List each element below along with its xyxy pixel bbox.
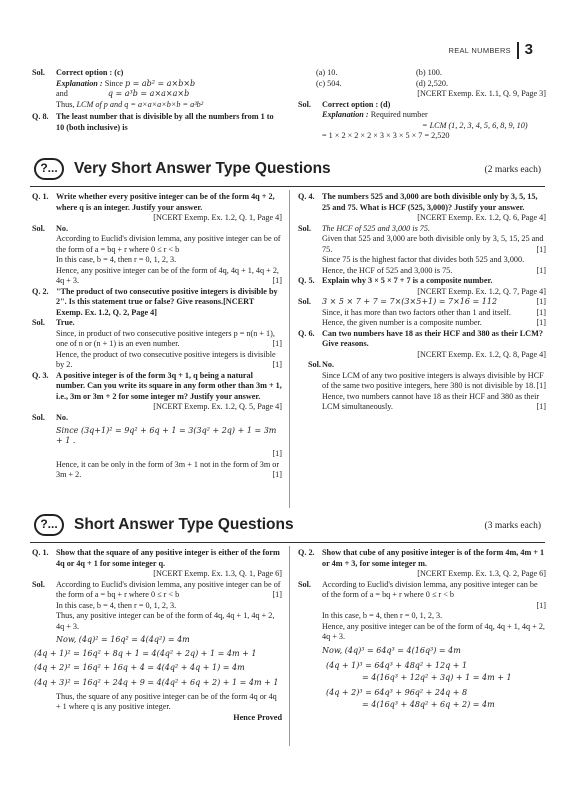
section-marks: (2 marks each) xyxy=(484,165,541,175)
sa-question-1 xyxy=(32,548,282,580)
sa-solution-2 xyxy=(298,580,546,711)
expl-lcm: LCM of p and q = a×a×a×b×b = a³b² xyxy=(76,99,204,109)
mark-badge: [1] xyxy=(272,590,282,599)
q2-label: Q. 2. xyxy=(298,548,315,557)
question-bubble-icon: ?... xyxy=(34,158,64,180)
explanation-label: Explanation : xyxy=(56,78,103,88)
sol-label: Sol. xyxy=(32,68,45,77)
sa-question-2 xyxy=(298,548,546,580)
sol-equation: = 4(16q³ + 12q² + 3q) + 1 = 4m + 1 xyxy=(362,672,512,682)
expl-text: Required number xyxy=(370,110,428,119)
q1-reference: [NCERT Exemp. Ex. 1.3, Q. 1, Page 6] xyxy=(153,569,282,578)
sol-text: Since 75 is the highest factor that divides both 525 and 3,000. xyxy=(322,255,525,264)
q5-label: Q. 5. xyxy=(298,276,315,285)
expl-thus: Thus, xyxy=(56,99,75,109)
q1-label: Q. 1. xyxy=(32,548,49,557)
page-header xyxy=(0,38,577,60)
mark-badge: [1] xyxy=(536,244,546,254)
sol-equation: 3 × 5 × 7 + 7 = 7×(3×5+1) = 7×16 = 112 xyxy=(322,297,498,306)
vs-question-5 xyxy=(298,276,546,297)
sol-answer: Correct option : (c) xyxy=(56,68,124,77)
vs-question-4 xyxy=(298,192,546,224)
q8-reference: [NCERT Exemp. Ex. 1.1, Q. 9, Page 3] xyxy=(417,89,546,98)
q3-label: Q. 3. xyxy=(32,370,49,380)
sol-equation: (4q + 3)² = 16q² + 24q + 9 = 4(4q² + 6q + 2) + 1 = 4m + 1 xyxy=(34,677,279,687)
sol-text: According to Euclid's division lemma, any positive integer can be of the form of a = bq + r where 0 ≤ r < b xyxy=(56,234,281,254)
question-8 xyxy=(32,112,282,133)
sol-text: Hence, any positive integer can be of the form of 4q, 4q + 1, 4q + 2, 4q + 3. xyxy=(56,265,279,285)
section-short-header xyxy=(30,514,545,536)
sol-text: Hence, the HCF of 525 and 3,000 is 75. xyxy=(322,265,453,275)
sol-block-right xyxy=(298,100,546,142)
q1-reference: [NCERT Exemp. Ex. 1.2, Q. 1, Page 4] xyxy=(153,213,282,222)
sol-text: Thus, any positive integer can be of the form of 4q, 4q + 1, 4q + 2, 4q + 3. xyxy=(56,611,275,631)
mark-badge: [1] xyxy=(272,360,282,369)
sol-block xyxy=(32,68,282,110)
vs-question-2 xyxy=(32,287,282,319)
sa-right-column xyxy=(298,548,546,713)
sol-equation: (4q + 1)² = 16q² + 8q + 1 = 4(4q² + 2q) + 1 = 4m + 1 xyxy=(34,649,257,659)
sa-solution-1 xyxy=(32,580,282,724)
sol-equation: Since (3q+1)² = 9q² + 6q + 1 = 3(3q² + 2q) + 1 = 3m + 1 . xyxy=(56,426,277,446)
hence-proved: Hence Proved xyxy=(233,712,282,722)
q1-label: Q. 1. xyxy=(32,192,49,201)
mark-badge: [1] xyxy=(536,297,546,306)
chapter-title: REAL NUMBERS xyxy=(448,46,511,55)
sol-answer: No. xyxy=(322,360,335,369)
sol-label: Sol. xyxy=(298,99,311,109)
q4-reference: [NCERT Exemp. Ex. 1.2, Q. 6, Page 4] xyxy=(417,213,546,222)
sol-label: Sol. xyxy=(32,318,45,327)
sol-answer: No. xyxy=(56,223,69,233)
sol-label: Sol. xyxy=(298,297,311,306)
sol-text: According to Euclid's division lemma, any positive integer can be of the form of a = bq + r where 0 ≤ r < b xyxy=(322,579,538,599)
q5-text: Explain why 3 × 5 × 7 + 7 is a composite number. xyxy=(322,276,493,285)
mark-badge: [1] xyxy=(536,307,546,317)
sol-equation: (4q + 2)² = 16q² + 16q + 4 = 4(4q² + 4q + 1) = 4m xyxy=(34,663,245,673)
sol-text: The HCF of 525 and 3,000 is 75. xyxy=(322,223,431,233)
vs-solution-1 xyxy=(32,224,282,287)
vs-solution-3 xyxy=(32,413,282,481)
q6-label: Q. 6. xyxy=(298,328,315,338)
sol-equation: Now, (4q)³ = 64q³ = 4(16q³) = 4m xyxy=(322,645,461,655)
sol-text: Hence, it can be only in the form of 3m + 1 not in the form of 3m or 3m + 2. xyxy=(56,459,280,480)
sol-label: Sol. xyxy=(298,579,311,589)
q3-text: A positive integer is of the form 3q + 1, q being a natural number. Can you write its square in any form other than 3m + 1, i.e., 3m or 3m + 2 for some integer m? Justify your answer. xyxy=(56,370,282,401)
q5-reference: [NCERT Exemp. Ex. 1.2, Q. 7, Page 4] xyxy=(417,286,546,296)
vs-question-1 xyxy=(32,192,282,222)
sol-text: In this case, b = 4, then r = 0, 1, 2, 3. xyxy=(322,611,443,620)
sol-label: Sol. xyxy=(298,223,311,233)
q1-text: Show that the square of any positive integer is either of the form 4q or 4q + 1 for some integer q. xyxy=(56,548,280,568)
sol-text: According to Euclid's division lemma, any positive integer can be of the form of a = bq + r where 0 ≤ r < b xyxy=(56,579,281,599)
sol-answer: True. xyxy=(56,318,75,327)
section-title: Very Short Answer Type Questions xyxy=(74,160,331,177)
sol-equation: (4q + 2)³ = 64q³ + 96q² + 24q + 8 xyxy=(326,688,468,698)
expl-p: p = ab² = a×b×b xyxy=(124,78,196,88)
options-row-2 xyxy=(316,79,546,90)
sol-text: Given that 525 and 3,000 are both divisible only by 3, 5, 15, 25 and 75. xyxy=(322,234,544,254)
section-very-short-header xyxy=(30,158,545,180)
vs-solution-2 xyxy=(32,318,282,371)
q8-label: Q. 8. xyxy=(32,112,49,121)
sol-text: In this case, b = 4, then r = 0, 1, 2, 3. xyxy=(56,255,177,264)
explanation-label: Explanation : xyxy=(322,110,369,119)
mark-badge: [1] xyxy=(272,339,282,348)
q4-label: Q. 4. xyxy=(298,192,315,201)
vs-solution-4 xyxy=(298,224,546,277)
sol-text: Hence, the product of two consecutive positive integers is divisible by 2. xyxy=(56,349,276,369)
mark-badge: [1] xyxy=(536,402,546,411)
option-c: (c) 504. xyxy=(316,78,342,88)
sol-text: In this case, b = 4, then r = 0, 1, 2, 3. xyxy=(56,600,177,610)
vs-right-column xyxy=(298,192,546,413)
sol-text: Thus, the square of any positive integer can be of the form 4q or 4q + 1 where q is any positive integer. xyxy=(56,691,277,712)
q1-text: Write whether every positive integer can be of the form 4q + 2, where q is an integer. Justify your answer. xyxy=(56,192,275,212)
sol-text: Hence, two numbers cannot have 18 as their HCF and 380 as their LCM simultaneously. xyxy=(322,391,540,411)
top-right-column xyxy=(298,68,546,142)
sol-equation: (4q + 1)³ = 64q³ + 48q² + 12q + 1 xyxy=(326,660,468,670)
sol-label: Sol. xyxy=(32,579,45,589)
sol-equation: = 4(16q³ + 48q² + 6q + 2) = 4m xyxy=(362,700,495,710)
sol-answer: No. xyxy=(56,412,69,422)
top-left-column xyxy=(32,68,282,133)
option-b: (b) 100. xyxy=(416,68,442,77)
section-rule xyxy=(30,542,545,543)
sol-text: Hence, any positive integer can be of the form of 4q, 4q + 1, 4q + 2, 4q + 3. xyxy=(322,621,545,641)
column-divider xyxy=(289,546,290,746)
mark-badge: [1] xyxy=(536,381,546,390)
q2-reference: [NCERT Exemp. Ex. 1.3, Q. 2, Page 6] xyxy=(417,569,546,578)
option-a: (a) 10. xyxy=(316,68,338,77)
expl-since: Since xyxy=(104,78,123,88)
mark-badge: [1] xyxy=(272,276,282,285)
expl-q: q = a³b = a×a×a×b xyxy=(107,89,190,98)
vs-solution-5 xyxy=(298,297,546,329)
sol-text: Since, in product of two consecutive positive integers p = n(n + 1), one of n or (n + 1) is an even number. xyxy=(56,328,275,348)
sol-text: Since, it has more than two factors other than 1 and itself. xyxy=(322,307,511,317)
q2-text: "The product of two consecutive positive integers is divisible by 2". Is this statement true or false? Give reasons.[NCERT Exemp. Ex. 1.2, Q. 2, Page 4] xyxy=(56,286,278,317)
page-number: 3 xyxy=(524,41,533,58)
mark-badge: [1] xyxy=(536,318,546,327)
expl-and: and xyxy=(56,89,68,98)
q8-text: The least number that is divisible by all the numbers from 1 to 10 (both inclusive) is xyxy=(56,112,274,132)
column-divider xyxy=(289,190,290,508)
q4-text: The numbers 525 and 3,000 are both divisible only by 3, 5, 15, 25 and 75. What is HCF (525, 3,000)? Justify your answer. xyxy=(322,192,538,212)
expl-line-2: = 1 × 2 × 2 × 2 × 3 × 3 × 5 × 7 = 2,520 xyxy=(322,131,450,140)
q6-reference: [NCERT Exemp. Ex. 1.2, Q. 8, Page 4] xyxy=(417,349,546,359)
section-title: Short Answer Type Questions xyxy=(74,516,294,533)
sol-text: Hence, the given number is a composite number. xyxy=(322,318,482,327)
sol-label: Sol. xyxy=(32,412,45,422)
mark-badge: [1] xyxy=(536,600,546,610)
sol-text: Since LCM of any two positive integers is always divisible by HCF of the same two positive integers, here 380 is not divisible by 18. xyxy=(322,370,544,390)
sol-equation: Now, (4q)² = 16q² = 4(4q²) = 4m xyxy=(56,635,190,644)
sol-answer: Correct option : (d) xyxy=(322,99,391,109)
q2-text: Show that cube of any positive integer is of the form 4m, 4m + 1 or 4m + 3, for some integer m. xyxy=(322,548,545,568)
sa-left-column xyxy=(32,548,282,723)
q3-reference: [NCERT Exemp. Ex. 1.2, Q. 5, Page 4] xyxy=(153,402,282,411)
vs-left-column xyxy=(32,192,282,481)
option-d: (d) 2,520. xyxy=(416,78,449,88)
sol-label: Sol. xyxy=(308,360,321,369)
vs-question-3 xyxy=(32,371,282,413)
section-rule xyxy=(30,186,545,187)
vs-solution-6 xyxy=(298,360,546,413)
sol-label: Sol. xyxy=(32,223,45,233)
q2-label: Q. 2. xyxy=(32,286,49,296)
options-row-1 xyxy=(316,68,546,79)
mark-badge: [1] xyxy=(272,470,282,480)
vs-question-6 xyxy=(298,329,546,361)
expl-line-1: = LCM (1, 2, 3, 4, 5, 6, 8, 9, 10) xyxy=(422,120,528,130)
mark-badge: [1] xyxy=(536,265,546,275)
mark-badge: [1] xyxy=(272,449,282,459)
section-marks: (3 marks each) xyxy=(484,521,541,531)
header-divider xyxy=(517,42,519,59)
question-bubble-icon: ?... xyxy=(34,514,64,536)
q6-text: Can two numbers have 18 as their HCF and 380 as their LCM? Give reasons. xyxy=(322,328,543,348)
